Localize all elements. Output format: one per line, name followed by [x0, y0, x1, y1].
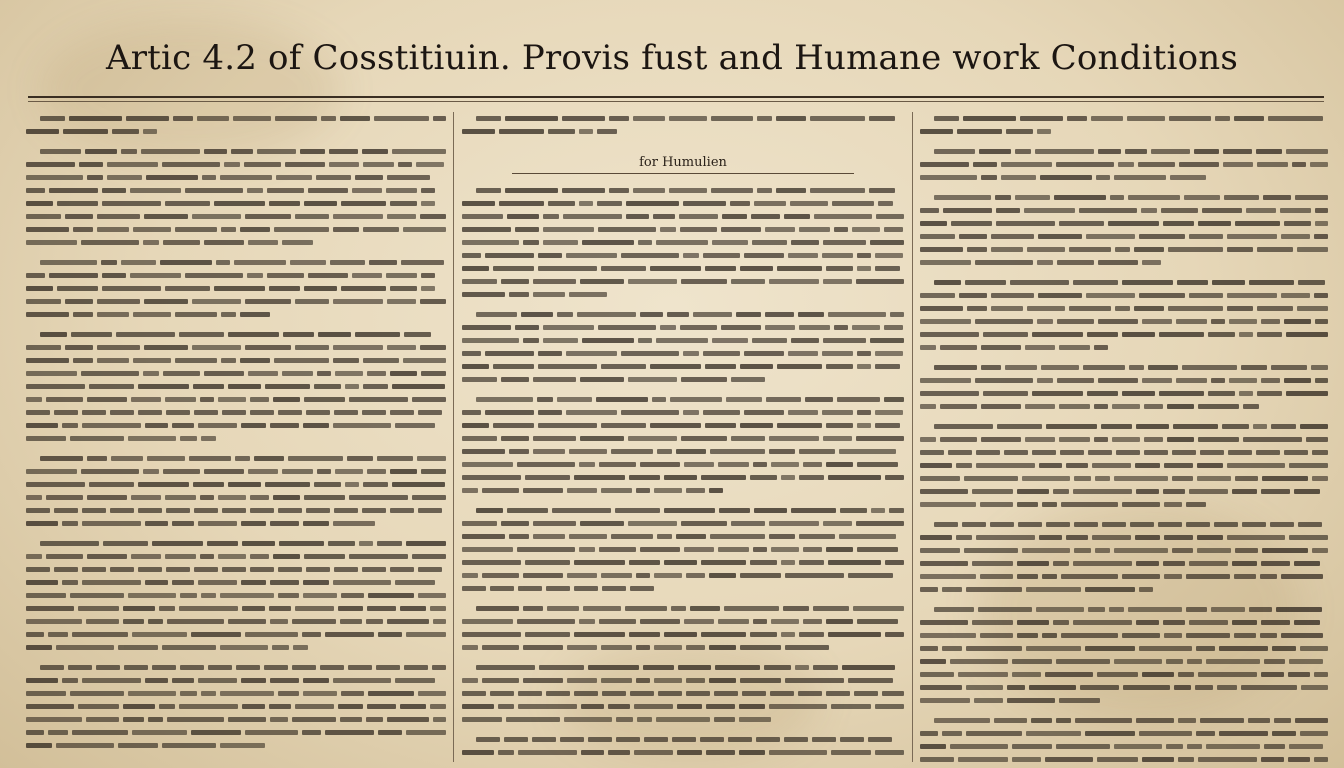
illegible-text-line: [462, 602, 904, 615]
text-column-2: [462, 112, 904, 762]
subheading-rule: [512, 173, 854, 174]
illegible-text-line: [26, 282, 446, 295]
illegible-text-line: [920, 302, 1328, 315]
illegible-paragraph: [920, 420, 1328, 511]
illegible-paragraph: [26, 328, 446, 445]
illegible-text-line: [26, 576, 446, 589]
illegible-text-line: [462, 432, 904, 445]
illegible-text-line: [26, 380, 446, 393]
illegible-text-line: [462, 543, 904, 556]
illegible-text-line: [462, 530, 904, 543]
column-2-subheading: for Humulien: [639, 155, 727, 170]
illegible-paragraph: [920, 518, 1328, 596]
illegible-text-line: [26, 478, 446, 491]
illegible-text-line: [462, 347, 904, 360]
illegible-text-line: [26, 269, 446, 282]
illegible-text-line: [920, 498, 1328, 511]
illegible-text-line: [920, 328, 1328, 341]
illegible-text-line: [462, 556, 904, 569]
illegible-text-line: [26, 256, 446, 269]
illegible-text-line: [26, 726, 446, 739]
illegible-text-line: [26, 517, 446, 530]
illegible-paragraph: [920, 603, 1328, 707]
illegible-text-line: [920, 171, 1328, 184]
illegible-text-line: [26, 641, 446, 654]
illegible-text-line: [920, 158, 1328, 171]
illegible-text-line: [462, 615, 904, 628]
illegible-text-line: [920, 753, 1328, 762]
illegible-text-line: [26, 145, 446, 158]
illegible-text-line: [26, 112, 446, 125]
illegible-paragraph: [26, 759, 446, 762]
text-column-3: [920, 112, 1328, 762]
illegible-text-line: [462, 308, 904, 321]
column-2-lead: [462, 112, 904, 138]
illegible-text-line: [920, 655, 1328, 668]
illegible-text-line: [26, 615, 446, 628]
illegible-text-line: [26, 432, 446, 445]
illegible-text-line: [462, 406, 904, 419]
illegible-text-line: [462, 641, 904, 654]
illegible-text-line: [462, 288, 904, 301]
title-rule: [28, 96, 1324, 98]
illegible-text-line: [26, 504, 446, 517]
illegible-text-line: [26, 739, 446, 752]
illegible-text-line: [26, 674, 446, 687]
illegible-text-line: [462, 674, 904, 687]
illegible-text-line: [462, 210, 904, 223]
illegible-text-line: [462, 746, 904, 759]
illegible-text-line: [462, 125, 904, 138]
illegible-text-line: [920, 433, 1328, 446]
illegible-paragraph: [26, 112, 446, 138]
illegible-text-line: [462, 471, 904, 484]
illegible-text-line: [462, 373, 904, 386]
illegible-text-line: [26, 563, 446, 576]
illegible-text-line: [462, 733, 904, 746]
illegible-text-line: [920, 374, 1328, 387]
illegible-text-line: [26, 367, 446, 380]
illegible-text-line: [920, 341, 1328, 354]
illegible-text-line: [462, 569, 904, 582]
illegible-text-line: [26, 602, 446, 615]
illegible-text-line: [26, 308, 446, 321]
illegible-text-line: [462, 223, 904, 236]
illegible-text-line: [920, 694, 1328, 707]
column-divider: [453, 112, 454, 762]
illegible-text-line: [462, 484, 904, 497]
illegible-text-line: [26, 295, 446, 308]
illegible-text-line: [920, 243, 1328, 256]
illegible-paragraph: [920, 191, 1328, 269]
illegible-text-line: [462, 713, 904, 726]
illegible-text-line: [920, 420, 1328, 433]
illegible-text-line: [920, 446, 1328, 459]
illegible-text-line: [26, 158, 446, 171]
illegible-text-line: [462, 661, 904, 674]
illegible-text-line: [26, 452, 446, 465]
illegible-text-line: [26, 687, 446, 700]
illegible-text-line: [26, 197, 446, 210]
illegible-text-line: [920, 230, 1328, 243]
illegible-text-line: [462, 458, 904, 471]
illegible-paragraph: [462, 112, 904, 138]
column-2-body: [462, 184, 904, 762]
illegible-paragraph: [920, 145, 1328, 184]
illegible-text-line: [920, 518, 1328, 531]
illegible-paragraph: [920, 112, 1328, 138]
illegible-paragraph: [462, 733, 904, 762]
illegible-text-line: [26, 406, 446, 419]
illegible-text-line: [26, 589, 446, 602]
illegible-text-line: [920, 459, 1328, 472]
illegible-text-line: [462, 445, 904, 458]
illegible-paragraph: [462, 504, 904, 595]
column-divider: [912, 112, 913, 762]
illegible-text-line: [462, 582, 904, 595]
illegible-text-line: [462, 321, 904, 334]
illegible-text-line: [26, 125, 446, 138]
illegible-paragraph: [462, 393, 904, 497]
illegible-text-line: [26, 491, 446, 504]
illegible-paragraph: [462, 661, 904, 726]
illegible-text-line: [462, 504, 904, 517]
illegible-text-line: [462, 393, 904, 406]
illegible-text-line: [462, 334, 904, 347]
illegible-text-line: [920, 642, 1328, 655]
illegible-paragraph: [462, 602, 904, 654]
illegible-text-line: [920, 544, 1328, 557]
illegible-text-line: [462, 184, 904, 197]
illegible-text-line: [920, 472, 1328, 485]
illegible-paragraph: [26, 256, 446, 321]
illegible-text-line: [920, 400, 1328, 413]
illegible-text-line: [26, 210, 446, 223]
illegible-text-line: [26, 171, 446, 184]
illegible-text-line: [26, 700, 446, 713]
illegible-text-line: [462, 262, 904, 275]
illegible-paragraph: [26, 537, 446, 654]
illegible-text-line: [462, 360, 904, 373]
illegible-text-line: [920, 256, 1328, 269]
illegible-paragraph: [26, 452, 446, 530]
illegible-text-line: [462, 236, 904, 249]
illegible-text-line: [920, 570, 1328, 583]
illegible-text-line: [920, 681, 1328, 694]
illegible-text-line: [462, 700, 904, 713]
illegible-text-line: [920, 204, 1328, 217]
title-rule-thin: [28, 101, 1324, 102]
illegible-text-line: [920, 531, 1328, 544]
text-column-1: [26, 112, 446, 762]
illegible-paragraph: [920, 714, 1328, 762]
illegible-text-line: [920, 616, 1328, 629]
page-title: Artic 4.2 of Cosstitiuin. Provis fust and Humane work Conditions: [105, 38, 1239, 78]
illegible-text-line: [462, 687, 904, 700]
illegible-text-line: [920, 714, 1328, 727]
illegible-text-line: [920, 629, 1328, 642]
illegible-text-line: [920, 583, 1328, 596]
illegible-text-line: [26, 354, 446, 367]
illegible-text-line: [26, 328, 446, 341]
illegible-paragraph: [26, 661, 446, 752]
illegible-text-line: [26, 236, 446, 249]
illegible-paragraph: [462, 184, 904, 301]
illegible-text-line: [26, 393, 446, 406]
illegible-text-line: [920, 191, 1328, 204]
illegible-text-line: [920, 276, 1328, 289]
illegible-text-line: [920, 387, 1328, 400]
illegible-text-line: [26, 341, 446, 354]
illegible-text-line: [26, 184, 446, 197]
illegible-text-line: [26, 550, 446, 563]
illegible-text-line: [920, 668, 1328, 681]
illegible-text-line: [920, 485, 1328, 498]
illegible-text-line: [920, 125, 1328, 138]
illegible-text-line: [462, 759, 904, 762]
illegible-paragraph: [26, 145, 446, 249]
illegible-text-line: [26, 465, 446, 478]
illegible-text-line: [920, 740, 1328, 753]
illegible-text-line: [462, 249, 904, 262]
illegible-text-line: [462, 112, 904, 125]
illegible-text-line: [26, 419, 446, 432]
illegible-text-line: [920, 315, 1328, 328]
illegible-text-line: [462, 517, 904, 530]
illegible-text-line: [920, 557, 1328, 570]
illegible-text-line: [920, 112, 1328, 125]
illegible-text-line: [920, 727, 1328, 740]
illegible-paragraph: [462, 308, 904, 386]
illegible-text-line: [920, 289, 1328, 302]
illegible-text-line: [920, 361, 1328, 374]
illegible-text-line: [462, 419, 904, 432]
illegible-text-line: [26, 223, 446, 236]
illegible-text-line: [462, 197, 904, 210]
illegible-text-line: [462, 628, 904, 641]
illegible-text-line: [26, 628, 446, 641]
illegible-text-line: [26, 537, 446, 550]
illegible-text-line: [920, 217, 1328, 230]
illegible-text-line: [462, 275, 904, 288]
illegible-paragraph: [920, 276, 1328, 354]
illegible-text-line: [920, 603, 1328, 616]
illegible-paragraph: [920, 361, 1328, 413]
illegible-text-line: [26, 713, 446, 726]
illegible-text-line: [26, 759, 446, 762]
illegible-text-line: [26, 661, 446, 674]
illegible-text-line: [920, 145, 1328, 158]
